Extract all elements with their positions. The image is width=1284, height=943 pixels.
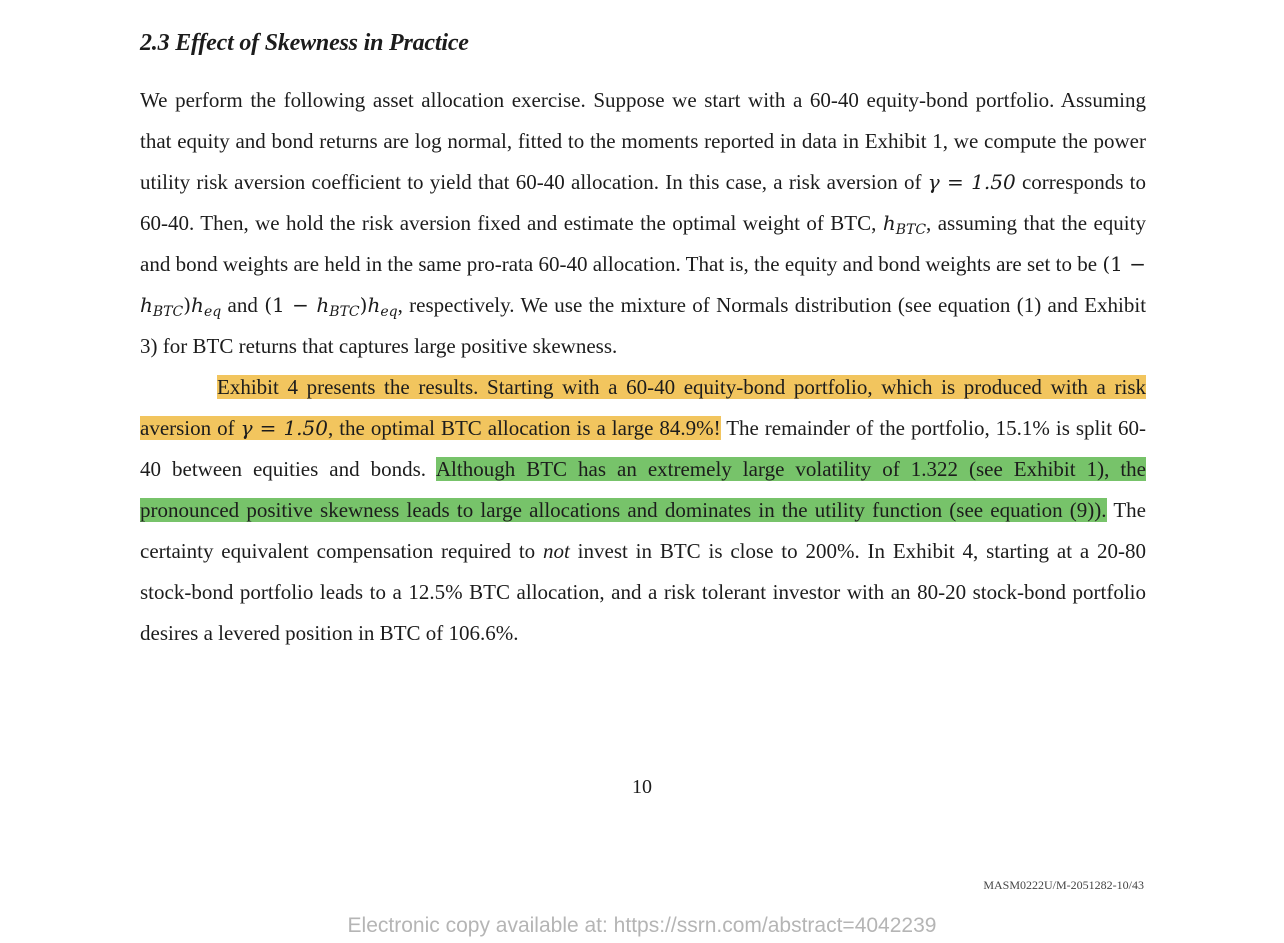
bond-weight-expression: $(1 - h_{BTC})h_{eq}$ bbox=[264, 293, 398, 320]
document-code: MASM0222U/M-2051282-10/43 bbox=[983, 878, 1144, 892]
gamma-equation: γ = 1.50 bbox=[927, 170, 1016, 194]
paragraph-1-text-b: corresponds to 60-40. Then, we hold the risk aversion fixed and estimate the optimal weight of BTC, bbox=[140, 170, 1146, 235]
paragraph-2-text-a: The remainder of the portfolio, 15.1% is split 60-40 between equities and bonds. bbox=[140, 416, 1147, 481]
page-number: 10 bbox=[632, 776, 652, 798]
equity-weight-expression: $(1 - h_{BTC})h_{eq}$ bbox=[140, 252, 1146, 320]
yellow-highlight: Exhibit 4 presents the results. Starting with a 60-40 equity-bond portfolio, which is produced with a risk aversion of γ = 1.50, the optimal BTC allocation is a large 84.9%! bbox=[140, 375, 1146, 440]
green-highlight: Although BTC has an extremely large volatility of 1.322 (see Exhibit 1), the pronounced positive skewness leads to large allocations and dominates in the utility function (see equation (9)). bbox=[140, 457, 1146, 522]
paragraph-1-text-c: , assuming that the equity and bond weights are held in the same pro-rata 60-40 allocation. That is, the equity and bond weights are set to be bbox=[140, 211, 1146, 276]
h-btc-symbol: $h_{BTC}$ bbox=[882, 211, 927, 238]
paragraph-2 bbox=[140, 367, 1146, 654]
punctuation-comma: , bbox=[397, 293, 403, 317]
paragraph-1-text-d: respectively. We use the mixture of Normals distribution (see equation (1) and Exhibit 3) for BTC returns that captures large positive skewness. bbox=[140, 293, 1147, 358]
paragraph-2-text-c: invest in BTC is close to 200%. In Exhibit 4, starting at a 20-80 stock-bond portfolio leads to a 12.5% BTC allocation, and a risk tolerant investor with an 80-20 stock-bond portfolio desires a levered position in BTC of 106.6%. bbox=[140, 539, 1146, 645]
paragraph-1 bbox=[140, 80, 1146, 367]
section-heading: 2.3 Effect of Skewness in Practice bbox=[140, 30, 469, 56]
paragraph-1-text-a: We perform the following asset allocation exercise. Suppose we start with a 60-40 equity-bond portfolio. Assuming that equity and bond returns are log normal, fitted to the moments reported in data in Exhibit 1, we compute the power utility risk aversion coefficient to yield that 60-40 allocation. In this case, a risk aversion of bbox=[140, 88, 1146, 194]
emphasis-not: not bbox=[543, 539, 570, 563]
ssrn-footer-link[interactable]: Electronic copy available at: https://ssrn.com/abstract=4042239 bbox=[347, 914, 937, 937]
and-word: and bbox=[227, 293, 258, 317]
body-text bbox=[140, 80, 1146, 654]
paragraph-2-text-b: The certainty equivalent compensation required to bbox=[140, 498, 1147, 563]
